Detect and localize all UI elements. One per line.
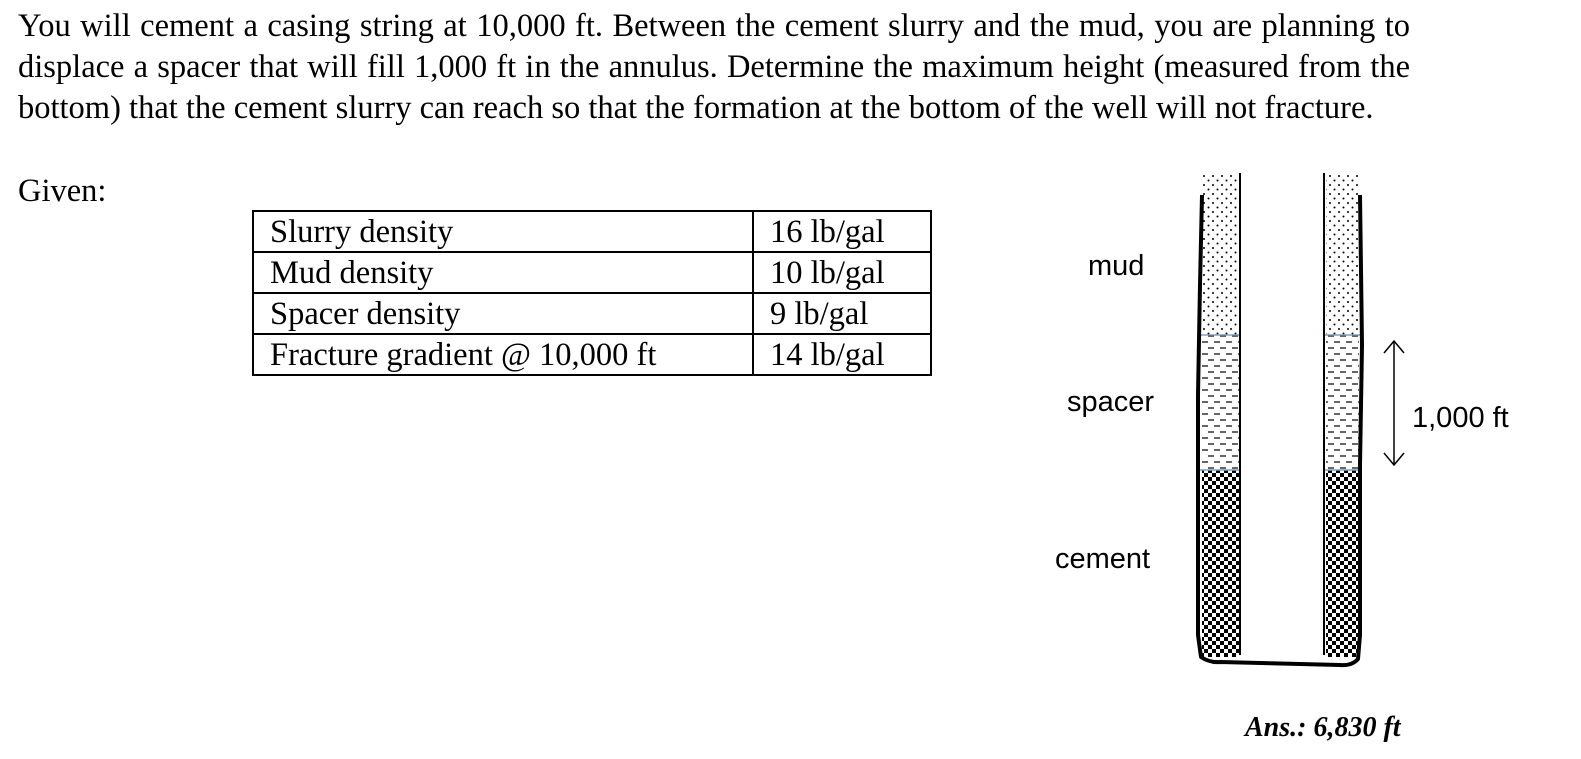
spacer-column [1326,335,1359,470]
given-label: Given: [18,173,107,209]
answer: Ans.: 6,830 ft [1245,712,1401,743]
mud-label: mud [1088,250,1145,282]
property-name: Fracture gradient @ 10,000 ft [253,334,753,375]
cement-label: cement [1055,543,1151,575]
table-row [253,252,931,293]
property-value: 9 lb/gal [753,293,931,334]
wellbore-diagram [1040,165,1540,685]
spacer-column [1202,335,1239,470]
mud-column [1202,175,1239,335]
cement-column [1202,470,1239,657]
property-name: Slurry density [253,211,753,252]
spacer-length-arrow [1384,341,1404,465]
table-row [253,293,931,334]
table-row [253,211,931,252]
cement-column [1326,470,1359,657]
table-row [253,334,931,375]
mud-column [1326,175,1359,335]
spacer-label: spacer [1067,386,1155,418]
property-value: 14 lb/gal [753,334,931,375]
property-name: Mud density [253,252,753,293]
property-value: 16 lb/gal [753,211,931,252]
spacer-length-label: 1,000 ft [1412,402,1509,434]
right-annulus [1326,175,1359,657]
property-value: 10 lb/gal [753,252,931,293]
given-table [252,210,932,376]
property-name: Spacer density [253,293,753,334]
problem-statement: You will cement a casing string at 10,000 ft. Between the cement slurry and the mud, you are planning to displace a spacer that will fill 1,000 ft in the annulus. Determine the maximum height (measured from the bottom) that the cement slurry can reach so that the formation at the bottom of the well will not fracture. [18,8,1410,126]
left-annulus [1202,175,1239,657]
